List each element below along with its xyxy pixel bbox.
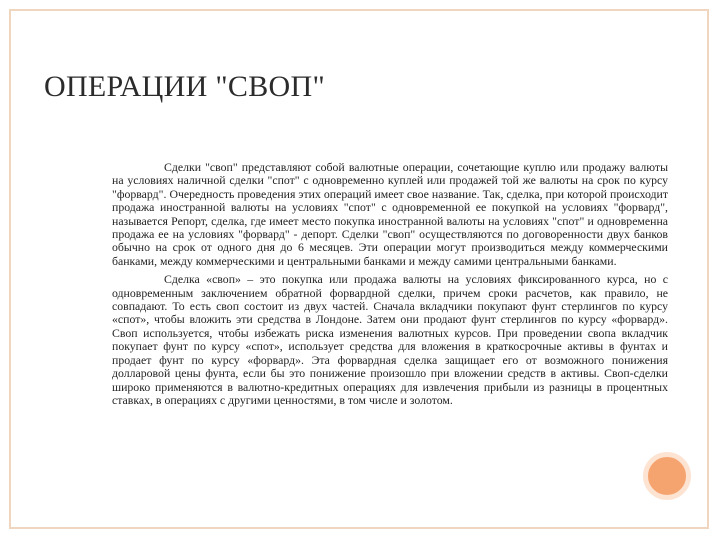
- paragraph-swap-example: Сделка «своп» – это покупка или продажа валюты на условиях фиксированного курса, но с одновременным заключением обратной форвардной сделки, причем сроки расчетов, как правило, не совпадают. То есть своп состоит из двух частей. Сначала вкладчики покупают фунт стерлингов по курсу «спот», чтобы вложить эти средства в Лондоне. Затем они продают фунт стерлингов по курсу «форвард». Своп используется, чтобы избежать риска изменения валютных курсов. При проведении свопа вкладчик покупает фунт по курсу «спот», использует средства для вложения в краткосрочные активы в фунтах и продает фунт по курсу «форвард». Эта форвардная сделка защищает его от возможного понижения долларовой цены фунта, если бы это понижение произошло при вложении средств в активы. Своп-сделки широко применяются в валютно-кредитных операциях для извлечения прибыли из разницы в процентных ставках, в операциях с другими ценностями, в том числе и золотом.: [112, 272, 668, 407]
- slide-body: [112, 161, 668, 412]
- decorative-circle: [643, 452, 691, 500]
- paragraph-swap-definition: Сделки "своп" представляют собой валютные операции, сочетающие куплю или продажу валюты на условиях наличной сделки "спот" с одновременно куплей или продажей той же валюты на срок по курсу "форвард". Очередность проведения этих операций имеет свое название. Так, сделка, при которой происходит продажа иностранной валюты на условиях "спот" с одновременной ее покупкой на условиях "форвард", называется Репорт, сделка, где имеет место покупка иностранной валюты на условиях "спот" и одновременна продажа ее на условиях "форвард" - депорт. Сделки "своп" осуществляются по договоренности двух банков обычно на срок от одного дня до 6 месяцев. Эти операции могут производиться между коммерческими банками, между коммерческими и центральными банками и между самими центральными банками.: [112, 160, 668, 268]
- slide-title: ОПЕРАЦИИ "СВОП": [44, 70, 326, 103]
